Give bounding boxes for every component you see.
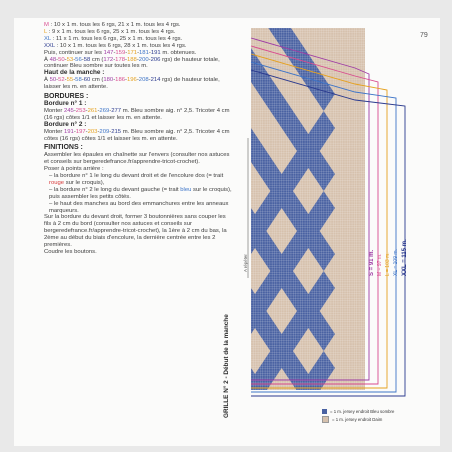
height-line: À 48-50-53-56-58 cm (172-178-188-200-206 rgs) de hauteur totale, continuer Bleu sombre sur toutes les m. bbox=[44, 56, 220, 70]
decrease-line-m: M : 10 x 1 m. tous les 6 rgs, 21 x 1 m. tous les 4 rgs. bbox=[44, 22, 181, 28]
finitions-item-2: – la bordure n° 2 le long du devant gauche (= trait bleu sur le croquis), puis assembler les petits côtés. bbox=[49, 186, 232, 200]
size-label-s: S = 91 m. bbox=[369, 249, 375, 276]
finitions-heading: FINITIONS : bbox=[44, 144, 83, 152]
bordure1-line: Monter 245-253-261-269-277 m. Bleu sombre aig. n° 2,5. Tricoter 4 cm (16 rgs) côtes 1/1 et laisser les m. en attente. bbox=[44, 107, 230, 121]
finitions-item-1: – la bordure n° 1 le long du devant droit et de l'encolure dos (= trait rouge sur le croquis), bbox=[49, 173, 224, 186]
continue-line: Puis, continuer sur les 147-159-171-181-191 m. obtenues. bbox=[44, 49, 197, 56]
size-label-xxl: XXL = 115 m. bbox=[402, 239, 408, 276]
bordure2-heading: Bordure n° 2 : bbox=[44, 120, 87, 128]
legend-item-tan: = 1 m. jersey endroit Daim bbox=[322, 416, 394, 423]
decrease-line-xl: XL : 11 x 1 m. tous les 6 rgs, 25 x 1 m. tous les 4 rgs. bbox=[44, 35, 183, 42]
chart-legend bbox=[322, 409, 394, 425]
instructions-column bbox=[44, 22, 234, 256]
page-number: 79 bbox=[420, 32, 428, 39]
finitions-para-4: Coudre les boutons. bbox=[44, 249, 97, 255]
decrease-line-l: L : 9 x 1 m. tous les 6 rgs, 25 x 1 m. tous les 4 rgs. bbox=[44, 28, 176, 35]
legend-swatch bbox=[322, 409, 327, 414]
knitting-chart bbox=[239, 24, 417, 412]
grid-caption-block bbox=[217, 118, 231, 418]
repeat-label: A répéter bbox=[243, 254, 248, 272]
bordures-heading: BORDURES : bbox=[44, 93, 89, 101]
finitions-item-3: – le haut des manches au bord des emmanchures entre les anneaux marqueurs. bbox=[49, 200, 229, 214]
bordure2-line: Monter 191-197-203-209-215 m. Bleu sombre aig. n° 2,5. Tricoter 4 cm côtes (16 rgs) côtes 1/1 et laisser les m. en attente. bbox=[44, 128, 230, 142]
size-label-xl: XL = 109 m. bbox=[393, 249, 399, 276]
size-label-l: L = 103 m. bbox=[385, 252, 391, 276]
decrease-line-xxl: XXL : 10 x 1 m. tous les 6 rgs, 28 x 1 m. tous les 4 rgs. bbox=[44, 42, 187, 49]
finitions-para-2: Poser à points arrière : bbox=[44, 166, 104, 173]
grid-caption: GRILLE N° 2 - Début de la manche bbox=[223, 314, 230, 418]
finitions-para-1: Assembler les épaules en chaînette sur l'envers (consulter nos astuces et conseils sur bergeredefrance.fr/apprendre-tricot-crochet). bbox=[44, 152, 230, 166]
legend-item-navy: = 1 m. jersey endroit Bleu sombre bbox=[322, 409, 394, 414]
bordure1-heading: Bordure n° 1 : bbox=[44, 99, 87, 107]
magazine-page bbox=[14, 18, 440, 446]
haut-heading: Haut de la manche : bbox=[44, 69, 105, 77]
haut-line: À 50-52-55-58-60 cm (180-186-196-208-214 rgs) de hauteur totale, laisser les m. en attente. bbox=[44, 77, 220, 91]
finitions-para-3: Sur la bordure du devant droit, former 3 boutonnières sans couper les fils à 2 cm du bord (consulter nos astuces et conseils sur bergeredefrance.fr/apprendre-tricot-crochet), la 1ère à 2 cm du bas, la 2ème au début du biais d'encolure, la dernière centrée entre les 2 premières. bbox=[44, 214, 227, 249]
size-label-m: M = 97 m. bbox=[377, 253, 383, 276]
legend-swatch bbox=[322, 416, 329, 423]
